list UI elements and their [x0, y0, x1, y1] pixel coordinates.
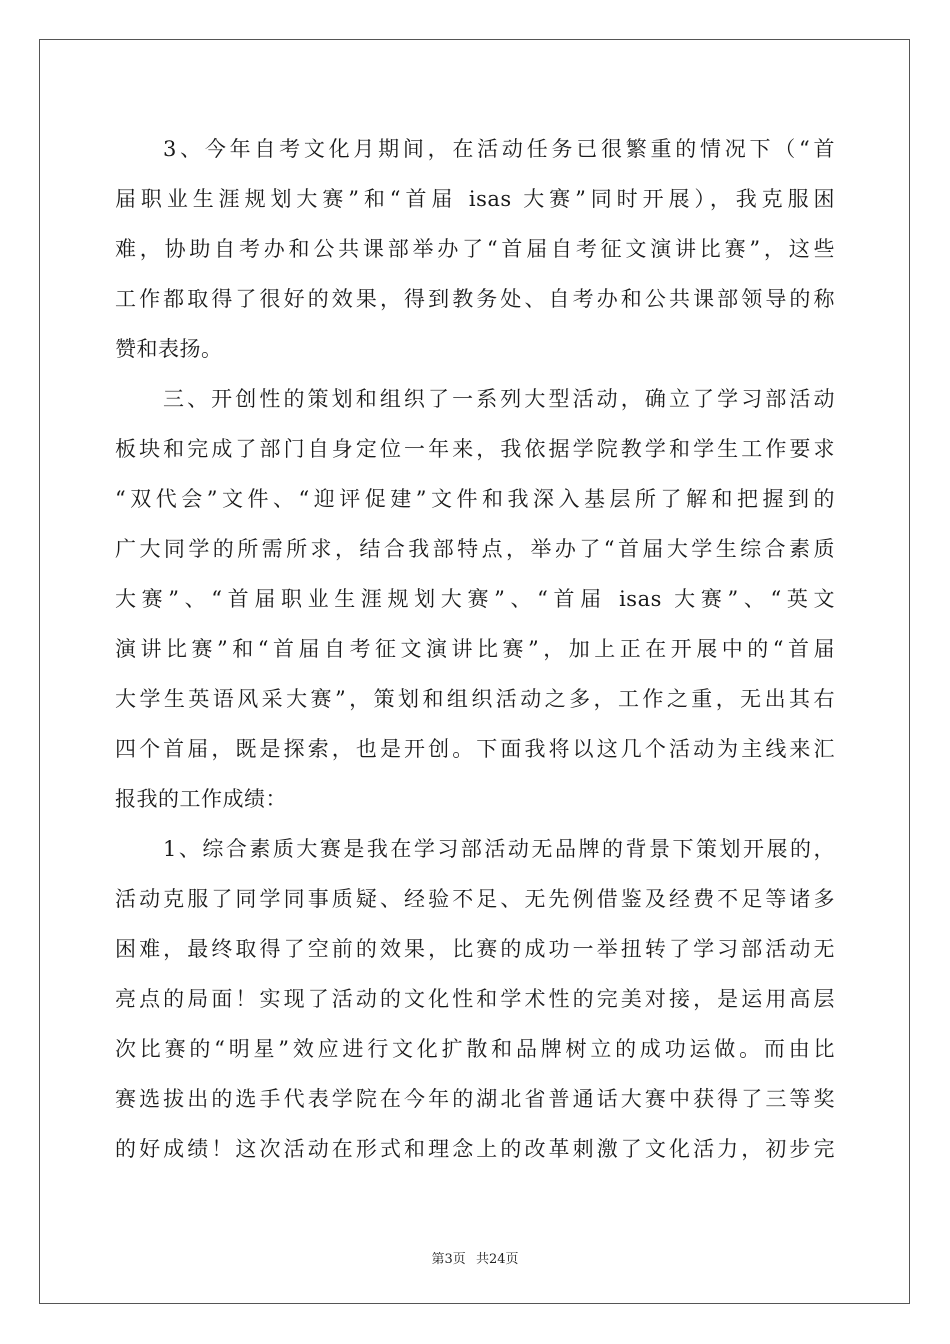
text-line: 3、今年自考文化月期间，在活动任务已很繁重的情况下（“首 — [163, 137, 835, 161]
text-line: 赞和表扬。 — [115, 337, 223, 361]
text-line: 难，协助自考办和公共课部举办了“首届自考征文演讲比赛”，这些 — [115, 237, 835, 261]
text-line: 困难，最终取得了空前的效果，比赛的成功一举扭转了学习部活动无 — [115, 937, 835, 961]
text-line: 亮点的局面！实现了活动的文化性和学术性的完美对接，是运用高层 — [115, 987, 835, 1011]
text-line: 次比赛的“明星”效应进行文化扩散和品牌树立的成功运做。而由比 — [115, 1037, 835, 1061]
text-line: 工作都取得了很好的效果，得到教务处、自考办和公共课部领导的称 — [115, 287, 835, 311]
text-line: “双代会”文件、“迎评促建”文件和我深入基层所了解和把握到的 — [115, 487, 835, 511]
text-line: 广大同学的所需所求，结合我部特点，举办了“首届大学生综合素质 — [115, 537, 835, 561]
page-number: 第3页 — [431, 1252, 466, 1267]
text-line: 四个首届，既是探索，也是开创。下面我将以这几个活动为主线来汇 — [115, 737, 835, 761]
text-line: 的好成绩！这次活动在形式和理念上的改革刺激了文化活力，初步完 — [115, 1137, 835, 1161]
text-line: 演讲比赛”和“首届自考征文演讲比赛”，加上正在开展中的“首届 — [115, 637, 835, 661]
text-line: 三、开创性的策划和组织了一系列大型活动，确立了学习部活动 — [163, 387, 835, 411]
text-line: 赛选拔出的选手代表学院在今年的湖北省普通话大赛中获得了三等奖 — [115, 1087, 835, 1111]
text-line: 板块和完成了部门自身定位一年来，我依据学院教学和学生工作要求 — [115, 437, 835, 461]
text-line: 1、综合素质大赛是我在学习部活动无品牌的背景下策划开展的， — [163, 837, 835, 861]
document-body — [115, 124, 835, 1174]
page-footer — [0, 1248, 950, 1267]
text-line: 大学生英语风采大赛”，策划和组织活动之多，工作之重，无出其右 — [115, 687, 835, 711]
text-line: 届职业生涯规划大赛”和“首届 isas 大赛”同时开展），我克服困 — [115, 187, 835, 211]
text-line: 活动克服了同学同事质疑、经验不足、无先例借鉴及经费不足等诸多 — [115, 887, 835, 911]
page-total: 共24页 — [475, 1252, 519, 1267]
text-line: 大赛”、“首届职业生涯规划大赛”、“首届 isas 大赛”、“英文 — [115, 587, 835, 611]
text-line: 报我的工作成绩： — [115, 787, 287, 811]
